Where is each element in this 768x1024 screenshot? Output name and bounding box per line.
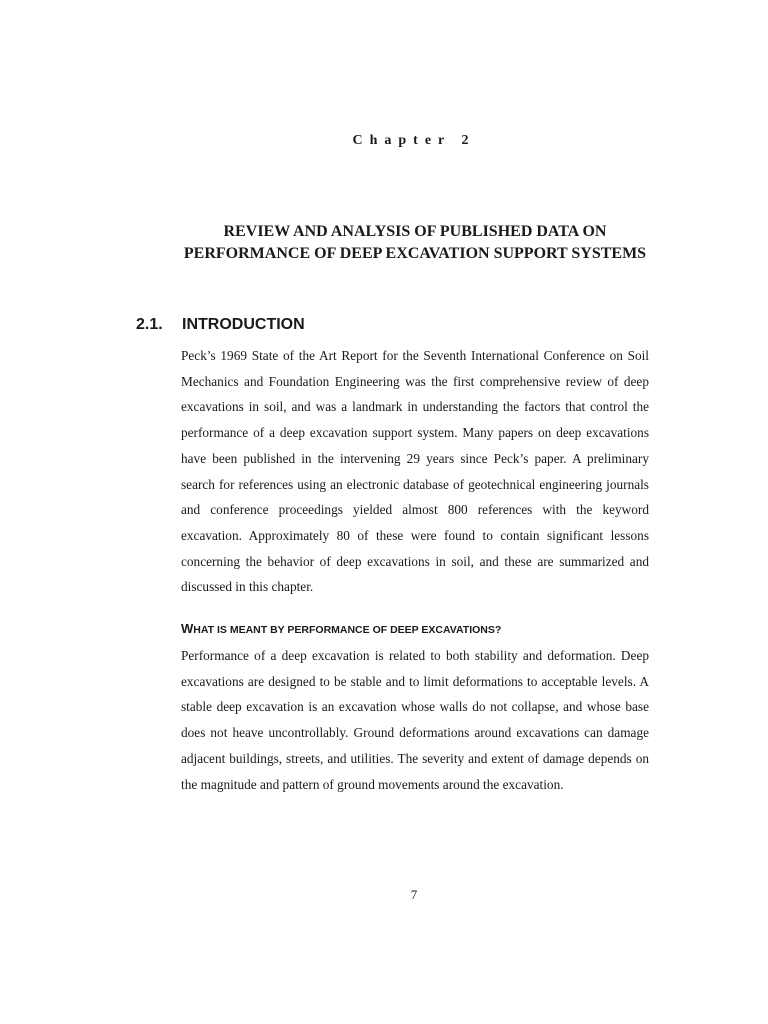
section-title: INTRODUCTION [182, 316, 305, 333]
page-number: 7 [410, 887, 418, 902]
subheading [181, 621, 501, 636]
subheading-rest: HAT IS MEANT BY PERFORMANCE OF DEEP EXCAVATIONS? [193, 624, 502, 636]
subheading-initial: W [181, 621, 194, 636]
chapter-label: Chapter 2 [352, 133, 476, 148]
section-number: 2.1. [136, 316, 163, 333]
performance-paragraph: Performance of a deep excavation is related to both stability and deformation. Deep excavations are designed to be stable and to limit deformations to acceptable levels. A stable deep excavation is an excavation whose walls do not collapse, and whose base does not heave uncontrollably. Ground deformations around excavations can damage adjacent buildings, streets, and utilities. The severity and extent of damage depends on the magnitude and pattern of ground movements around the excavation. [181, 648, 649, 792]
introduction-paragraph: Peck’s 1969 State of the Art Report for the Seventh International Conference on Soil Mechanics and Foundation Engineering was the first comprehensive review of deep excavations in soil, and was a landmark in understanding the factors that control the performance of a deep excavation support system. Many papers on deep excavations have been published in the intervening 29 years since Peck’s paper. A preliminary search for references using an electronic database of geotechnical engineering journals and conference proceedings yielded almost 800 references with the keyword excavation. Approximately 80 of these were found to contain significant lessons concerning the behavior of deep excavations in soil, and these are summarized and discussed in this chapter. [181, 348, 649, 595]
section-heading [136, 316, 305, 334]
chapter-title: REVIEW AND ANALYSIS OF PUBLISHED DATA ON PERFORMANCE OF DEEP EXCAVATION SUPPORT SYSTEMS [183, 223, 647, 262]
